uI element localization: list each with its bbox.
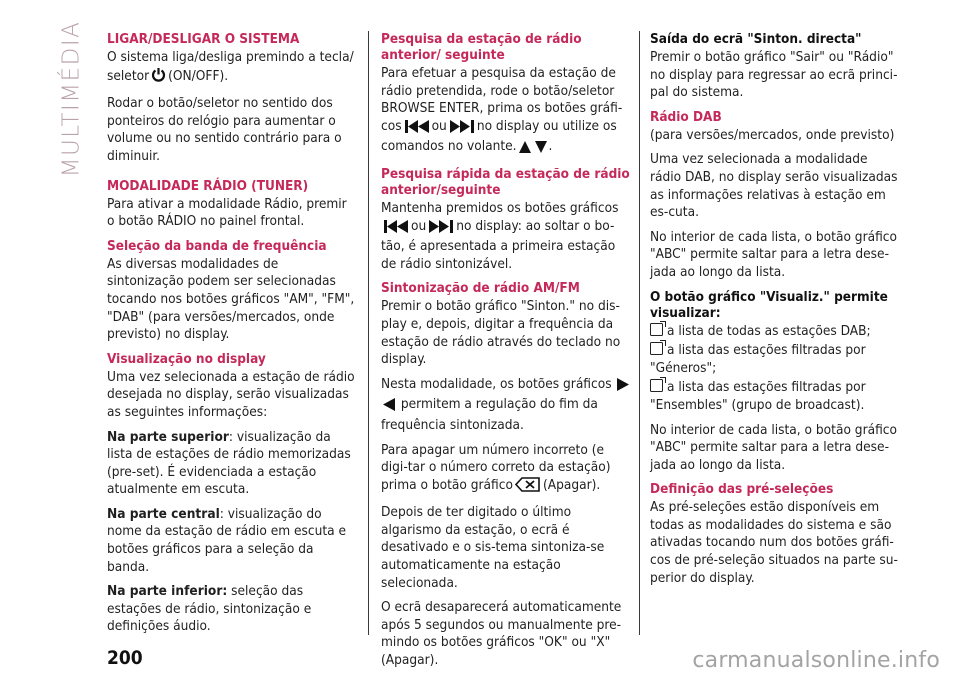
heading-saida-ecra: Saída do ecrã "Sinton. directa" — [650, 31, 862, 47]
paragraph-abc-2: No interior de cada lista, o botão gráfico "ABC" permite saltar para a letra dese-jada ao longo da lista. — [650, 421, 898, 473]
bullet-icon — [650, 379, 663, 392]
paragraph-abc-1: No interior de cada lista, o botão gráfico "ABC" permite saltar para a letra dese-jada ao longo da lista. — [650, 228, 898, 280]
column-divider-2 — [639, 31, 640, 635]
text-pesquisa-d: . — [548, 138, 553, 155]
heading-visualizacao: Visualização no display — [107, 350, 266, 367]
heading-pre-selecoes: Definição das pré-seleções — [650, 481, 834, 498]
text-parte-inferior: seleção das estações de rádio, sintonização e definições áudio. — [107, 583, 312, 635]
step-forward-icon — [617, 378, 629, 397]
paragraph-ultimo-algarismo: Depois de ter digitado o último algarismo da estação, o ecrã é desativado e o sis-tema sintoniza-se automaticamente na estação selecionada. — [381, 504, 605, 591]
text-rapida-c: no display: ao soltar o bo-tão, é apresentada a primeira estação de rádio sintonizável. — [381, 217, 616, 272]
power-icon — [151, 67, 166, 89]
paragraph-banda: As diversas modalidades de sintonização podem ser selecionadas tocando nos botões gráficos "AM", "FM", "DAB" (para versões/mercados, onde previsto) no display. — [107, 255, 355, 343]
bullet-text: a lista de todas as estações DAB; — [667, 322, 871, 339]
paragraph-visualizacao: Uma vez selecionada a estação de rádio desejada no display, serão visualizadas as seguintes informações: — [107, 368, 355, 420]
label-parte-superior: Na parte superior — [107, 428, 229, 445]
heading-visualiz: O botão gráfico "Visualiz." permite visualizar: — [650, 288, 888, 321]
previous-track-icon — [383, 220, 409, 239]
paragraph-radio-mode: Para ativar a modalidade Rádio, premir o botão RÁDIO no painel frontal. — [107, 195, 347, 230]
paragraph-dab-info: Uma vez selecionada a modalidade rádio DAB, no display serão visualizadas as informações relativas à estação em es-cuta. — [650, 151, 898, 221]
text-parte-central: : visualização do nome da estação de rádio em escuta e botões gráficos para a seleção da banda. — [107, 505, 347, 575]
bullet-item — [650, 379, 900, 414]
next-track-icon — [428, 220, 454, 239]
previous-track-icon — [404, 120, 430, 139]
bullet-item — [650, 342, 900, 377]
paragraph-parte-superior — [107, 429, 357, 499]
text-pesquisa-a: Para efetuar a pesquisa da estação de rádio pretendida, rode o botão/seletor BROWSE ENTER, prima os botões gráfi-cos — [381, 65, 623, 134]
text-modalidade-a: Nesta modalidade, os botões gráficos — [381, 375, 612, 392]
text-pesquisa-c: no display ou utilize os comandos no volante. — [381, 117, 617, 155]
label-parte-inferior: Na parte inferior: — [107, 583, 228, 600]
heading-pesquisa-rapida: Pesquisa rápida da estação de rádio anterior/seguinte — [381, 165, 630, 198]
heading-pesquisa-estacao: Pesquisa da estação de rádio anterior/ seguinte — [381, 31, 582, 63]
paragraph-parte-central — [107, 506, 357, 576]
column-divider-1 — [368, 31, 369, 635]
label-parte-central: Na parte central — [107, 505, 220, 522]
column-3 — [650, 31, 900, 594]
paragraph-versoes: (para versões/mercados, onde previsto) — [650, 126, 895, 143]
heading-modalidade-radio: MODALIDADE RÁDIO (TUNER) — [107, 177, 309, 194]
heading-banda: Seleção da banda de frequência — [107, 237, 327, 254]
paragraph-modalidade-botoes — [381, 376, 633, 435]
text-power-b: (ON/OFF). — [168, 67, 229, 84]
section-side-label — [54, 20, 88, 178]
bullet-text: a lista das estações filtradas por "Ensembles" (grupo de broadcast). — [650, 379, 866, 413]
paragraph-saida: Premir o botão gráfico "Sair" ou "Rádio" no display para regressar ao ecrã princi-pal do sistema. — [650, 49, 898, 101]
bullet-item — [650, 323, 900, 341]
arrow-up-icon — [519, 141, 531, 159]
bullet-icon — [650, 342, 663, 355]
column-2 — [381, 31, 633, 677]
text-apagar-a: Para apagar um número incorreto (e digi-tar o número correto da estação) prima o botão gráfico — [381, 441, 611, 493]
paragraph-sintonizacao: Premir o botão gráfico "Sinton." no dis-play e, depois, digitar a frequência da estação de rádio através do teclado no display. — [381, 298, 621, 368]
backspace-icon — [515, 477, 541, 498]
heading-ligar-desligar: LIGAR/DESLIGAR O SISTEMA — [107, 31, 300, 47]
column-1 — [107, 31, 357, 643]
heading-radio-dab: Rádio DAB — [650, 108, 722, 125]
next-track-icon — [449, 120, 475, 139]
text-rapida-b: ou — [411, 217, 427, 234]
paragraph-ecra-desaparece: O ecrã desaparecerá automaticamente após 5 segundos ou manualmente pre-mindo os botões gráficos "OK" ou "X" (Apagar). — [381, 599, 622, 669]
paragraph-pesquisa-rapida — [381, 200, 633, 273]
text-parte-superior: : visualização da lista de estações de rádio memorizadas (pre-set). É evidenciada a estação atualmente em escuta. — [107, 428, 351, 498]
paragraph-parte-inferior — [107, 583, 357, 636]
heading-sintonizacao: Sintonização de rádio AM/FM — [381, 280, 580, 297]
watermark: carmanualsonline.info — [692, 648, 940, 673]
bullet-icon — [650, 323, 663, 336]
text-rapida-a: Mantenha premidos os botões gráficos — [381, 199, 619, 216]
text-power-a: O sistema liga/desliga premindo a tecla/ seletor — [107, 49, 354, 84]
arrow-down-icon — [535, 141, 547, 159]
step-back-icon — [383, 398, 395, 417]
paragraph-volume: Rodar o botão/seletor no sentido dos ponteiros do relógio para aumentar o volume ou no sentido contrário para o diminuir. — [107, 95, 342, 164]
paragraph-pre-selecoes: As pré-seleções estão disponíveis em todas as modalidades do sistema e são ativadas tocando num dos botões gráfi-cos de pré-seleção situados na parte su-perior do display. — [650, 499, 898, 586]
text-apagar-b: (Apagar). — [542, 476, 601, 493]
text-pesquisa-b: ou — [431, 117, 447, 134]
text-modalidade-b: permitem a regulação do fim da frequência sintonizada. — [381, 396, 598, 433]
section-side-label-text: MULTIMÉDIA — [58, 20, 85, 178]
page-number: 200 — [107, 647, 143, 669]
paragraph-power — [107, 49, 357, 88]
paragraph-apagar — [381, 442, 633, 498]
paragraph-pesquisa — [381, 65, 633, 159]
bullet-text: a lista das estações filtradas por "Géneros"; — [650, 342, 866, 376]
